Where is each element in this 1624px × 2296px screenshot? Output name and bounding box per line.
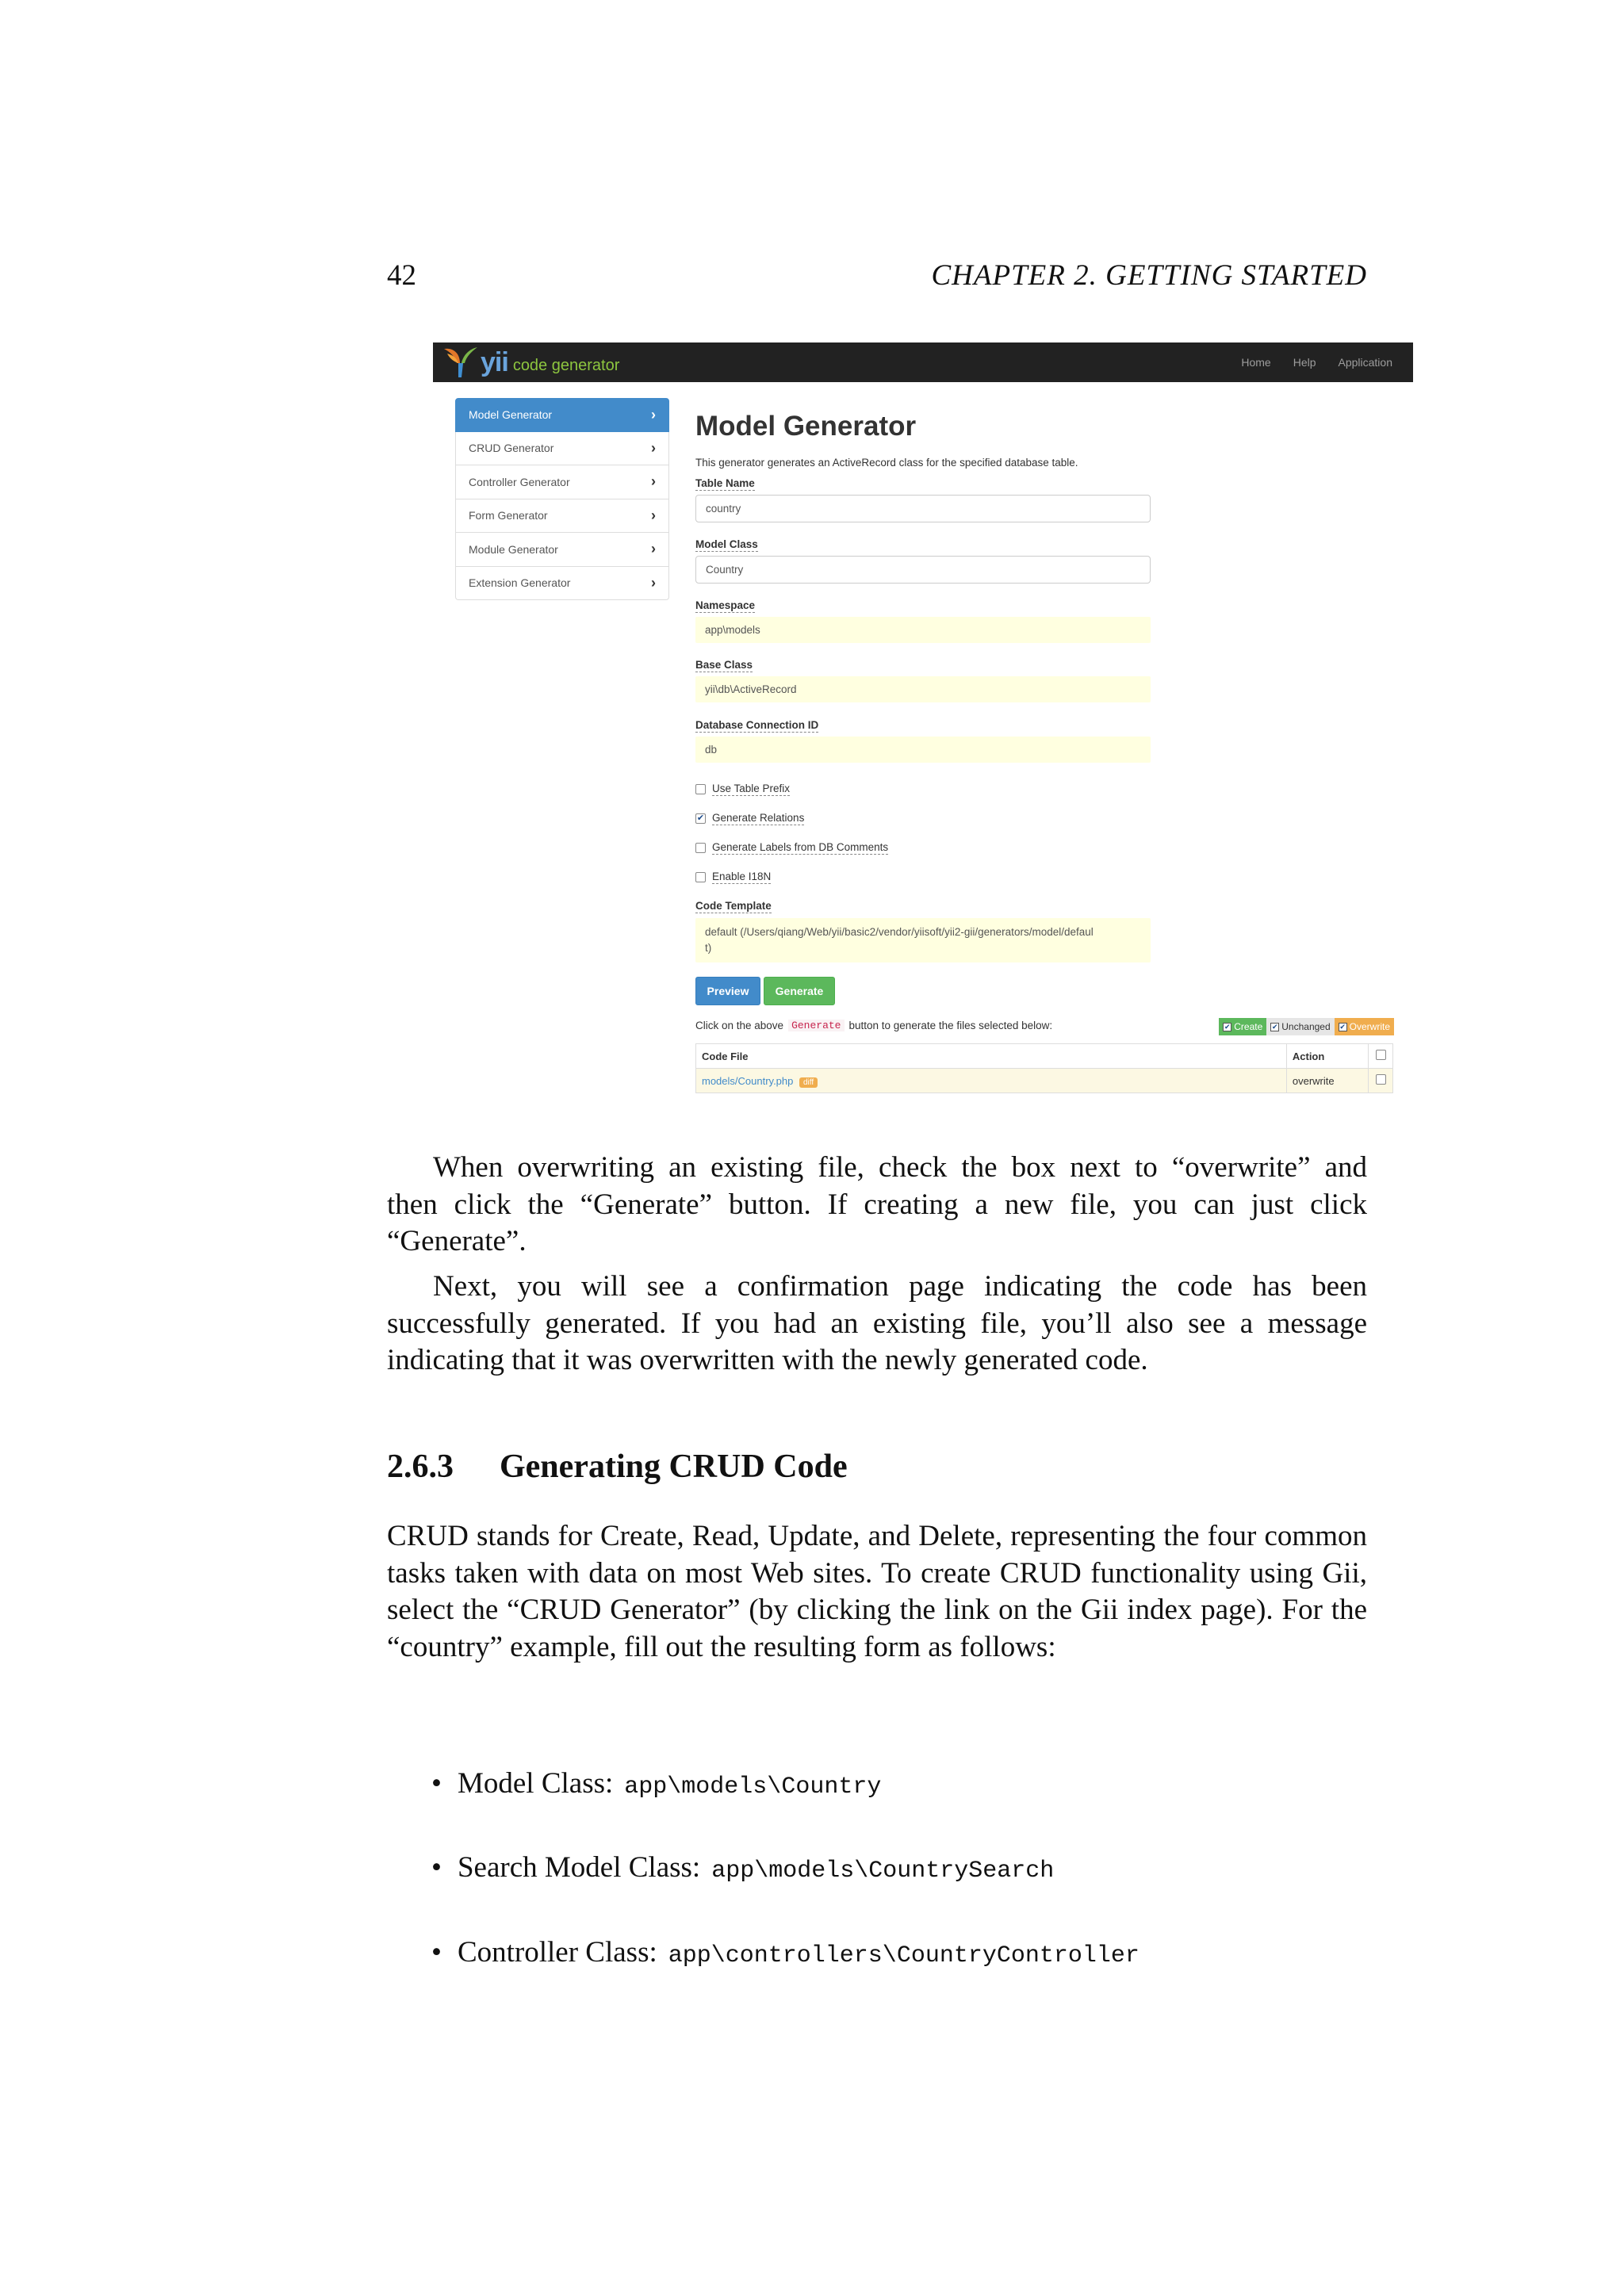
paragraph-overwrite	[387, 1150, 1367, 1261]
legend-create[interactable]	[1219, 1018, 1266, 1035]
table-header-row	[696, 1044, 1393, 1069]
checkbox-unchecked-icon	[1376, 1074, 1386, 1085]
page-number: 42	[387, 259, 416, 292]
sidebar-item-model-generator[interactable]	[455, 398, 669, 432]
section-title: Generating CRUD Code	[500, 1448, 848, 1485]
generate-relations-checkbox[interactable]	[695, 812, 804, 825]
checkbox-unchecked-icon	[695, 784, 706, 794]
legend-label: Overwrite	[1349, 1021, 1390, 1032]
sidebar-item-label: CRUD Generator	[469, 442, 554, 455]
form-title: Model Generator	[695, 411, 917, 442]
legend-label: Unchanged	[1281, 1021, 1331, 1032]
diff-badge[interactable]: diff	[799, 1077, 818, 1088]
sidebar-item-label: Model Generator	[469, 408, 553, 422]
brand-text: code generator	[512, 356, 620, 374]
list-item-label: Model Class:	[457, 1767, 614, 1800]
table-name-label: Table Name	[695, 477, 755, 489]
checkbox-label: Enable I18N	[712, 871, 772, 882]
nav-application-link[interactable]: Application	[1338, 356, 1392, 369]
preview-button[interactable]: Preview	[695, 977, 760, 1005]
code-files-table	[695, 1043, 1393, 1093]
row-select-cell[interactable]	[1369, 1069, 1393, 1093]
action-cell: overwrite	[1286, 1069, 1368, 1093]
checkbox-checked-icon: ✔	[696, 813, 705, 823]
sidebar-item-controller-generator[interactable]	[455, 465, 669, 499]
generator-sidebar	[455, 398, 669, 600]
checkbox-checked-icon: ✔	[1339, 1022, 1346, 1031]
nav-help-link[interactable]: Help	[1293, 356, 1316, 369]
paragraph-confirmation	[387, 1269, 1367, 1380]
section-heading	[387, 1448, 848, 1486]
select-all-cell[interactable]	[1369, 1044, 1393, 1069]
paragraph-line: Next, you will see a confirmation page indicating the code has been	[433, 1270, 1367, 1303]
column-header-action: Action	[1286, 1044, 1368, 1069]
checkbox-unchecked-icon	[1376, 1050, 1386, 1060]
bullet-icon: •	[431, 1767, 442, 1800]
checkbox-checked-icon: ✔	[1224, 1022, 1231, 1031]
generate-instruction	[695, 1020, 1052, 1031]
legend-label: Create	[1234, 1021, 1263, 1032]
nav-home-link[interactable]: Home	[1241, 356, 1271, 369]
checkbox-label: Generate Labels from DB Comments	[712, 841, 889, 853]
chevron-right-icon: ›	[651, 473, 656, 490]
namespace-input[interactable]: app\models	[695, 617, 1151, 643]
note-text: Click on the above	[695, 1020, 784, 1031]
sidebar-item-crud-generator[interactable]	[455, 432, 669, 466]
checkbox-unchecked-icon	[695, 843, 706, 853]
form-description: This generator generates an ActiveRecord class for the specified database table.	[695, 457, 1078, 469]
sidebar-item-label: Form Generator	[469, 509, 548, 522]
checkbox-checked-icon: ✔	[1271, 1022, 1278, 1031]
namespace-label: Namespace	[695, 599, 756, 611]
section-number: 2.6.3	[387, 1448, 454, 1485]
chevron-right-icon: ›	[651, 574, 656, 591]
list-item-label: Controller Class:	[457, 1936, 657, 1969]
use-table-prefix-checkbox[interactable]	[695, 783, 790, 796]
model-class-input[interactable]: Country	[695, 556, 1151, 584]
enable-i18n-checkbox[interactable]	[695, 871, 771, 884]
db-connection-label: Database Connection ID	[695, 719, 819, 731]
chevron-right-icon: ›	[651, 439, 656, 456]
note-code: Generate	[788, 1020, 844, 1031]
generate-button[interactable]: Generate	[764, 977, 835, 1005]
db-connection-input[interactable]: db	[695, 737, 1151, 763]
list-item	[431, 1766, 881, 1800]
bullet-icon: •	[431, 1851, 442, 1884]
sidebar-item-label: Controller Generator	[469, 475, 570, 488]
list-item-code: app\models\Country	[624, 1774, 882, 1800]
paragraph-crud: CRUD stands for Create, Read, Update, and Delete, representing the four common tasks taken with data on most Web sites. To create CRUD functionality using Gii, select the “CRUD Generator” (by clicking the link on the Gii index page). For the “country” example, fill out the resulting form as follows:	[387, 1520, 1367, 1663]
list-item	[431, 1935, 1139, 1969]
sidebar-item-label: Module Generator	[469, 542, 558, 556]
brand[interactable]	[442, 346, 619, 379]
code-file-cell	[696, 1069, 1287, 1093]
table-row	[696, 1069, 1393, 1093]
code-file-link[interactable]: models/Country.php	[702, 1074, 794, 1087]
code-template-line: default (/Users/qiang/Web/yii/basic2/vendor/yiisoft/yii2-gii/generators/model/defaul	[705, 926, 1094, 938]
generate-labels-checkbox[interactable]	[695, 841, 888, 855]
navbar	[433, 342, 1413, 382]
file-status-legend	[1219, 1018, 1394, 1035]
brand-mark: yii	[481, 346, 508, 377]
code-template-input[interactable]	[695, 918, 1151, 962]
paragraph-line: successfully generated. If you had an existing file, you’ll also see a message indicating that it was overwritten with the newly generated code.	[387, 1307, 1367, 1376]
list-item-code: app\controllers\CountryController	[668, 1942, 1139, 1969]
chevron-right-icon: ›	[651, 507, 656, 523]
paragraph-line: When overwriting an existing file, check the box next to “overwrite” and	[433, 1151, 1367, 1184]
list-item-code: app\models\CountrySearch	[711, 1858, 1055, 1885]
bullet-icon: •	[431, 1936, 442, 1969]
legend-unchanged[interactable]	[1266, 1018, 1334, 1035]
checkbox-label: Generate Relations	[712, 812, 805, 824]
note-text: button to generate the files selected below:	[848, 1020, 1053, 1031]
sidebar-item-label: Extension Generator	[469, 576, 571, 590]
code-template-line: t)	[705, 942, 712, 954]
gii-screenshot	[433, 342, 1413, 1094]
running-head: CHAPTER 2. GETTING STARTED	[931, 259, 1367, 292]
chevron-right-icon: ›	[651, 406, 656, 423]
paragraph-line: then click the “Generate” button. If creating a new file, you can just click “Generate”.	[387, 1188, 1367, 1257]
list-item	[431, 1850, 1054, 1885]
base-class-input[interactable]: yii\db\ActiveRecord	[695, 676, 1151, 702]
column-header-code-file: Code File	[696, 1044, 1287, 1069]
base-class-label: Base Class	[695, 659, 753, 671]
code-template-label: Code Template	[695, 900, 772, 912]
table-name-input[interactable]: country	[695, 495, 1151, 522]
sidebar-item-module-generator[interactable]	[455, 533, 669, 567]
yii-logo-icon	[442, 346, 479, 379]
sidebar-item-extension-generator[interactable]	[455, 567, 669, 601]
model-class-label: Model Class	[695, 538, 758, 550]
sidebar-item-form-generator[interactable]	[455, 499, 669, 534]
checkbox-unchecked-icon	[695, 872, 706, 882]
list-item-label: Search Model Class:	[457, 1851, 701, 1884]
nav-links	[1219, 342, 1392, 382]
chevron-right-icon: ›	[651, 541, 656, 557]
checkbox-label: Use Table Prefix	[712, 783, 791, 794]
legend-overwrite[interactable]	[1335, 1018, 1394, 1035]
